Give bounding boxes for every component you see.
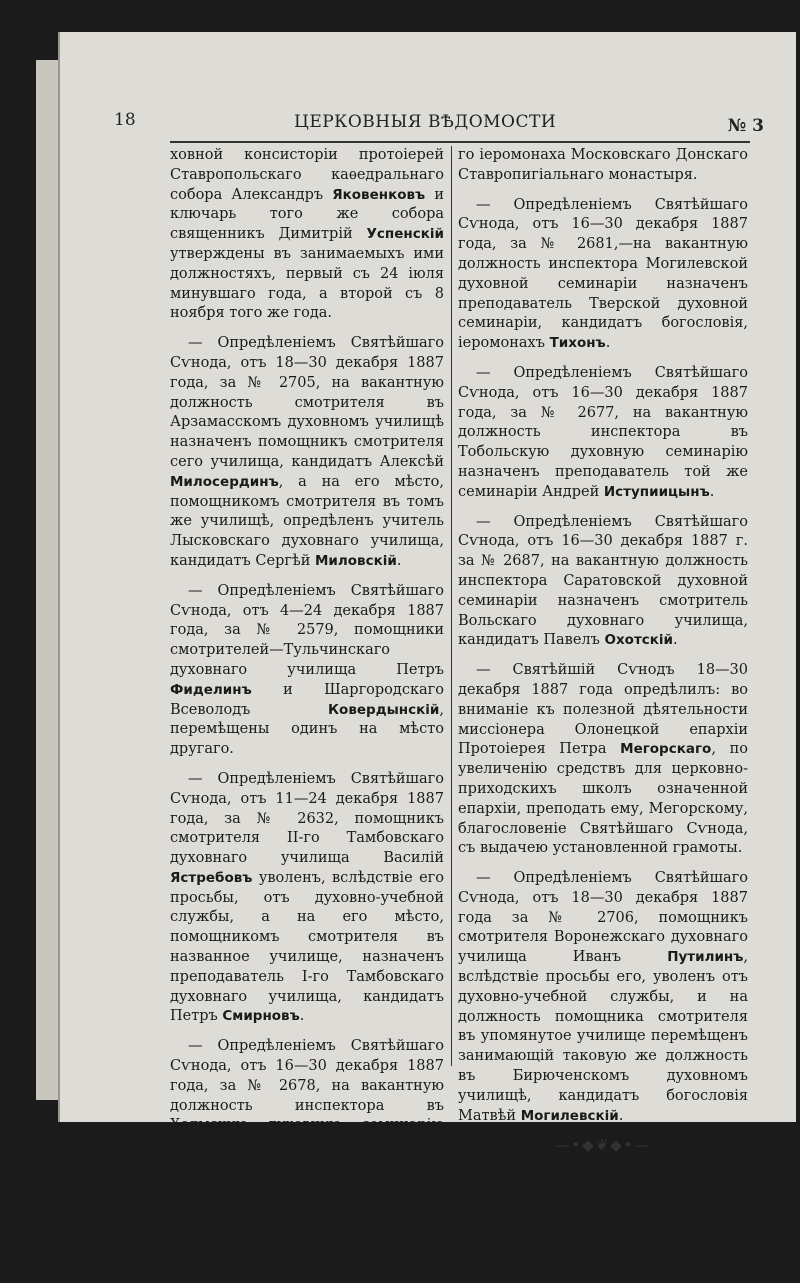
- paragraph: — Опредѣленіемъ Святѣйшаго Сѵнода, отъ 16—30 декабря 1887 года, за № 2678, на вакантную должность инспектора въ Холмскую духовную семинарію назначенъ смотритель Холмскаго духовнаго училища, кандидатъ іеромонахъ Серафимъ, съ возведеніемъ его, во вниманіе къ отлично-усердной и полезной службѣ его, въ званіе соборна-: [170, 1038, 444, 1253]
- column-rule: [451, 146, 452, 1066]
- issue-number: № 3: [727, 116, 764, 136]
- paragraph: — Святѣйшій Сѵнодъ 18—30 декабря 1887 года опредѣлилъ: во вниманіе къ полезной дѣятельности миссіонера Олонецкой епархіи Протоіерея Петра Мегорскаго, по увеличенію средствъ для церковно-приходскихъ школъ означенной епархіи, преподать ему, Мегорскому, благословеніе Святѣйшаго Сѵнода, съ выдачею установленной грамоты.: [458, 662, 748, 857]
- paragraph: — Опредѣленіемъ Святѣйшаго Сѵнода, отъ 4—24 декабря 1887 года, за № 2579, помощники смотрителей—Тульчинскаго духовнаго училища Петръ Фиделинъ и Шаргородскаго Всеволодъ Ковердынскій, перемѣщены одинъ на мѣсто другаго.: [170, 582, 444, 758]
- right-column: [458, 146, 748, 1283]
- paragraph: — Опредѣленіемъ Святѣйшаго Сѵнода, отъ 16—30 декабря 1887 года, за № 2677, на вакантную должность инспектора въ Тобольскую духовную семинарію назначенъ преподаватель той же семинаріи Андрей Иступиицынъ.: [458, 364, 748, 500]
- page-number: 18: [114, 110, 136, 130]
- journal-title: ЦЕРКОВНЫЯ ВѢДОМОСТИ: [294, 112, 557, 132]
- paragraph: — Опредѣленіемъ Святѣйшаго Сѵнода, отъ 18—30 декабря 1887 года, за № 2705, на вакантную должность смотрителя въ Арзамасскомъ духовномъ училищѣ назначенъ помощникъ смотрителя сего училища, кандидатъ Алексѣй Милосердинъ, а на его мѣсто, помощникомъ смотрителя въ томъ же училищѣ, опредѣленъ учитель Лысковскаго духовнаго училища, кандидатъ Сергѣй Миловскій.: [170, 335, 444, 569]
- ornament-divider: —•◆❦◆•—: [554, 1136, 652, 1155]
- paragraph: — Опредѣленіемъ Святѣйшаго Сѵнода, отъ 16—30 декабря 1887 года, за № 2681,—на вакантную должность инспектора Могилевской духовной семинаріи назначенъ преподаватель Тверской духовной семинаріи, кандидатъ богословія, іеромонахъ Тихонъ.: [458, 196, 748, 352]
- paragraph: — Опредѣленіемъ Святѣйшаго Сѵнода, отъ 18—30 декабря 1887 года за № 2706, помощникъ смотрителя Воронежскаго духовнаго училища Иванъ Путилинъ, вслѣдствіе просьбы его, уволенъ отъ духовно-учебной службы, и на должность помощника смотрителя въ упомянутое училище перемѣщенъ занимающій таковую же должность въ Бирюченскомъ духовномъ училищѣ, кандидатъ богословія Матвѣй Могилевскій.: [458, 870, 748, 1124]
- left-column: [170, 146, 444, 1265]
- order-section: [458, 1174, 748, 1273]
- paragraph: ховной консисторіи протоіерей Ставропольскаго каѳедральнаго собора Александръ Яковенковъ и ключарь того же собора священникъ Димитрій Успенскій утверждены въ занимаемыхъ ими должностяхъ, первый съ 24 іюля минувшаго года, а второй съ 8 ноября того же года.: [170, 147, 445, 322]
- header-rule: [170, 141, 750, 143]
- page-header: [112, 84, 764, 136]
- paragraph: го іеромонаха Московскаго Донскаго Ставропигіальнаго монастыря.: [458, 147, 748, 183]
- paragraph: — Опредѣленіемъ Святѣйшаго Сѵнода, отъ 11—24 декабря 1887 года, за № 2632, помощникъ смотрителя II-го Тамбовскаго духовнаго училища Василій Ястребовъ уволенъ, вслѣдствіе его просьбы, отъ духовно-учебной службы, а на его мѣсто, помощникомъ смотрителя въ названное училище, назначенъ преподаватель I-го Тамбовскаго духовнаго училища, кандидатъ Петръ Смирновъ.: [170, 770, 444, 1025]
- paragraph: — Опредѣленіемъ Святѣйшаго Сѵнода, отъ 16—30 декабря 1887 г. за № 2687, на вакантную должность инспектора Саратовской духовной семинаріи назначенъ смотритель Вольскаго духовнаго училища, кандидатъ Павелъ Охотскій.: [458, 513, 748, 649]
- paragraph: Приказомъ Оберъ Прокурора Святѣйшаго Сѵнода, отъ 30 декабря 1887 г., № 23, переводится: преподаватель научныхъ предметовъ въ С.-Петербургской кон-: [458, 1175, 748, 1271]
